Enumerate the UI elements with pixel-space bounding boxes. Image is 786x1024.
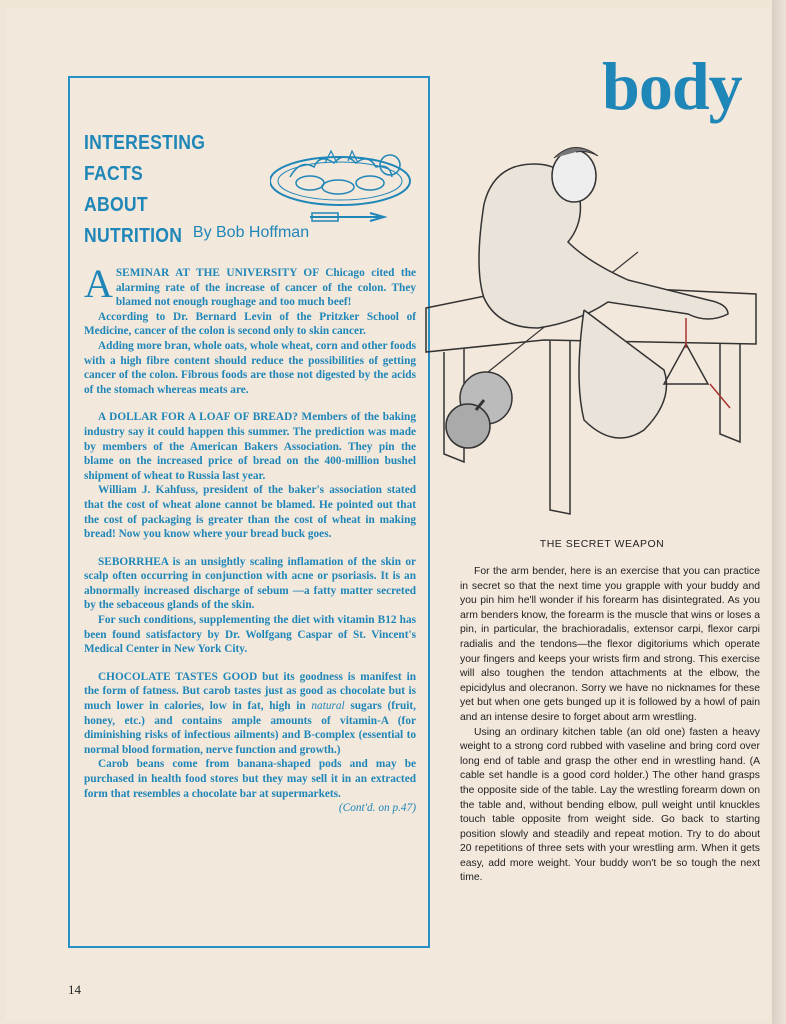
article-paragraph: According to Dr. Bernard Levin of the Pritzker School of Medicine, cancer of the colon is second only to skin cancer. (84, 310, 416, 338)
exercise-text (460, 565, 760, 886)
magazine-page (6, 8, 770, 1020)
exercise-paragraph: For the arm bender, here is an exercise that you can practice in secret so that the next time you grapple with your buddy and you pin him he'll wonder if his forearm has disintegrated. As you arm benders know, the forearm is the muscle that wins or loses a pin, in particular, the brachioradalis, extensor carpi, flexor carpi radialis and the tendons—the flexor digitoriums which operate your fingers and keeps your wrists firm and strong. This exercise will also toughen the tendon attachments at the elbow, the epicidylus and olecranon. Sorry we have no nicknames for these yet but when one gets bunged up it is followed by a howl of pain and an intense desire to forget about arm wrestling. (460, 566, 760, 723)
arm-exercise-illustration (424, 134, 772, 518)
article-paragraph: For such conditions, supplementing the diet with vitamin B12 has been found satisfactory by Dr. Wolfgang Caspar of St. Vincent's Medical Center in New York City. (84, 614, 416, 656)
heading-line-2: ABOUT NUTRITION (84, 194, 183, 247)
article-paragraph: CHOCOLATE TASTES GOOD but its goodness is manifest in the form of fatness. But carob tastes just as good as chocolate but is much lower in calories, low in fat, high in natural sugars (fruit, honey, etc.) and contains ample amounts of vitamin-A (for diminishing risks of infectious ailments) and B-complex (essential to normal blood formation, nerve function and growth.) (84, 670, 416, 756)
nutrition-article-box (68, 76, 430, 948)
continued-note: (Cont'd. on p.47) (338, 802, 416, 815)
article-paragraph: Carob beans come from banana-shaped pods and may be purchased in health food stores but they may sell it in an extracted form that resembles a chocolate bar at supermarkets. (Cont'd. on p.47) (84, 758, 416, 815)
article-paragraph: ASEMINAR AT THE UNIVERSITY OF Chicago cited the alarming rate of the increase of cancer of the colon. They blamed not enough roughage and too much beef! (84, 261, 416, 309)
heading-line-1: INTERESTING FACTS (84, 132, 206, 185)
illustration-caption: THE SECRET WEAPON (539, 538, 665, 550)
article-paragraph: Adding more bran, whole oats, whole wheat, corn and other foods with a high fibre content should reduce the possibilities of getting cancer of the colon. Fibrous foods are those not digested by the acids of the stomach whereas meats are. (84, 339, 416, 396)
article-paragraph: A DOLLAR FOR A LOAF OF BREAD? Members of the baking industry say it could happen this summer. The prediction was made by members of the American Bakers Association. They pin the blame on the increased price of bread on the 400-million bushel shipment of wheat to Russia last year. (84, 411, 416, 482)
exercise-paragraph: Using an ordinary kitchen table (an old one) fasten a heavy weight to a strong cord rubbed with vaseline and bring cord over long end of table and grasp the other end in wrestling hand. (A cable set handle is a good cord holder.) The other hand grasps the opposite side of the table. Lay the wrestling forearm down on the table and, without bending elbow, pull weight until knuckles touch table opposite from weight side. Go back to starting position slowly and steadily and repeat motion. Try to do about 20 repetitions of three sets with your wrestling arm. When it gets easy, add more weight. Your buddy won't be so tough the next time. (460, 726, 760, 884)
article-paragraph: William J. Kahfuss, president of the baker's association stated that the cost of wheat alone cannot be blamed. He pointed out that the cost of packaging is greater than the cost of wheat in making bread! Now you know where your bread buck goes. (84, 484, 416, 541)
page-number: 14 (68, 982, 81, 997)
page-spine-edge (772, 0, 786, 1024)
article-paragraph: SEBORRHEA is an unsightly scaling inflamation of the skin or scalp often occurring in conjunction with acne or psoriasis. It is an abnormally increased discharge of sebum —a fatty matter secreted by the sebaceous glands of the skin. (84, 555, 416, 612)
drop-cap: A (84, 261, 113, 306)
body-logo: body (602, 48, 742, 124)
article-byline: By Bob Hoffman (192, 224, 310, 241)
article-body (84, 261, 416, 816)
food-platter-illustration (270, 133, 420, 228)
